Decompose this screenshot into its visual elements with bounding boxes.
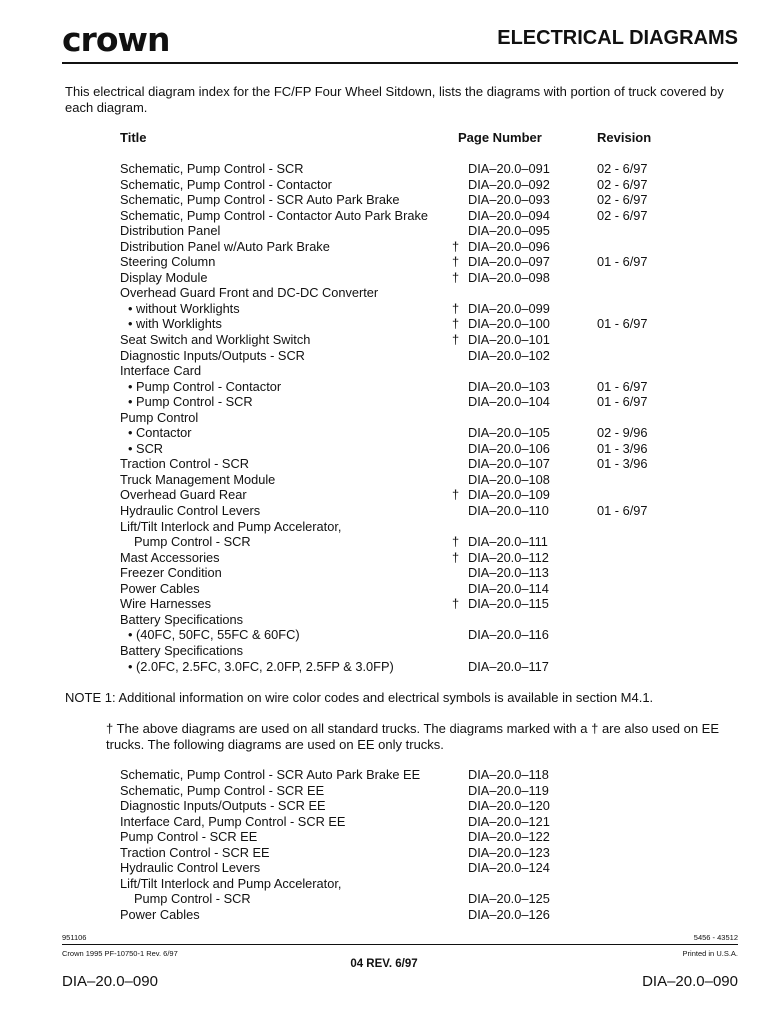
page-number: DIA–20.0–116 bbox=[468, 627, 549, 643]
diagram-title: Schematic, Pump Control - SCR bbox=[120, 161, 304, 176]
column-header-page-number: Page Number bbox=[458, 130, 542, 145]
page-number: DIA–20.0–109 bbox=[468, 487, 550, 503]
table-row bbox=[0, 891, 768, 907]
table-row bbox=[0, 767, 768, 783]
diagram-title: Distribution Panel bbox=[120, 223, 221, 239]
revision: 01 - 3/96 bbox=[597, 456, 648, 472]
table-row bbox=[0, 860, 768, 876]
revision: 02 - 6/97 bbox=[597, 207, 648, 223]
revision: 01 - 6/97 bbox=[597, 503, 648, 519]
table-row bbox=[0, 581, 768, 597]
diagram-title: • Pump Control - Contactor bbox=[128, 378, 282, 394]
note-1: NOTE 1: Additional information on wire color codes and electrical symbols is available in section M4.1. bbox=[65, 690, 654, 705]
table-row bbox=[0, 565, 768, 581]
page-number: DIA–20.0–096 bbox=[468, 238, 550, 254]
table-row bbox=[0, 798, 768, 814]
table-row bbox=[0, 285, 768, 301]
table-row bbox=[0, 192, 768, 208]
page-number: DIA–20.0–094 bbox=[468, 207, 550, 223]
diagram-title: • (40FC, 50FC, 55FC & 60FC) bbox=[128, 627, 300, 643]
table-row bbox=[0, 425, 768, 441]
table-row bbox=[0, 487, 768, 503]
ee-diagram-list bbox=[0, 767, 768, 922]
diagram-title: Battery Specifications bbox=[120, 611, 244, 627]
diagram-title: Schematic, Pump Control - SCR EE bbox=[120, 782, 325, 798]
table-row bbox=[0, 410, 768, 426]
page-number: DIA–20.0–125 bbox=[468, 891, 550, 907]
diagram-title: • (2.0FC, 2.5FC, 3.0FC, 2.0FP, 2.5FP & 3.0FP) bbox=[128, 658, 394, 674]
diagram-title: Seat Switch and Worklight Switch bbox=[120, 332, 311, 348]
table-row bbox=[0, 519, 768, 535]
table-row bbox=[0, 223, 768, 239]
diagram-title: Pump Control - SCR EE bbox=[120, 829, 258, 845]
revision: 01 - 3/96 bbox=[597, 440, 648, 456]
intro-paragraph: This electrical diagram index for the FC/FP Four Wheel Sitdown, lists the diagrams with portion of truck covered by each diagram. bbox=[65, 84, 724, 115]
page-number: DIA–20.0–112 bbox=[468, 549, 549, 565]
page-number: DIA–20.0–119 bbox=[468, 782, 549, 798]
diagram-title: • with Worklights bbox=[128, 316, 222, 332]
page-number: DIA–20.0–103 bbox=[468, 378, 550, 394]
page-number: DIA–20.0–126 bbox=[468, 906, 550, 922]
table-row bbox=[0, 348, 768, 364]
dagger-mark: † bbox=[452, 332, 460, 348]
diagram-title: • Pump Control - SCR bbox=[128, 394, 253, 410]
page-number: DIA–20.0–102 bbox=[468, 347, 550, 363]
footer-printed: Printed in U.S.A. bbox=[682, 949, 738, 958]
dagger-mark: † bbox=[452, 549, 460, 565]
page-number: DIA–20.0–098 bbox=[468, 269, 550, 285]
dagger-mark: † bbox=[452, 300, 460, 316]
revision: 02 - 6/97 bbox=[597, 161, 648, 176]
diagram-title: Display Module bbox=[120, 269, 208, 285]
diagram-title: • SCR bbox=[128, 440, 164, 456]
table-row bbox=[0, 177, 768, 193]
crown-logo: crown bbox=[62, 20, 170, 59]
page-number: DIA–20.0–113 bbox=[468, 565, 549, 581]
table-row bbox=[0, 161, 768, 177]
table-row bbox=[0, 814, 768, 830]
table-row bbox=[0, 550, 768, 566]
column-header-title: Title bbox=[120, 130, 147, 145]
diagram-title: Freezer Condition bbox=[120, 565, 222, 581]
diagram-title: Wire Harnesses bbox=[120, 596, 212, 612]
diagram-title: Overhead Guard Rear bbox=[120, 487, 247, 503]
dagger-mark: † bbox=[452, 316, 460, 332]
table-row bbox=[0, 534, 768, 550]
table-row bbox=[0, 845, 768, 861]
page-number: DIA–20.0–117 bbox=[468, 658, 549, 674]
page-number: DIA–20.0–093 bbox=[468, 192, 550, 208]
page-number: DIA–20.0–095 bbox=[468, 223, 550, 239]
column-header-revision: Revision bbox=[597, 130, 652, 145]
dagger-mark: † bbox=[452, 596, 460, 612]
diagram-title: Schematic, Pump Control - Contactor bbox=[120, 176, 332, 192]
revision: 01 - 6/97 bbox=[597, 316, 648, 332]
page-number: DIA–20.0–122 bbox=[468, 829, 550, 845]
table-row bbox=[0, 332, 768, 348]
diagram-title: Steering Column bbox=[120, 254, 216, 270]
table-row bbox=[0, 254, 768, 270]
page-number: DIA–20.0–123 bbox=[468, 844, 550, 860]
page-number: DIA–20.0–120 bbox=[468, 798, 550, 814]
table-row bbox=[0, 627, 768, 643]
table-row bbox=[0, 503, 768, 519]
table-row bbox=[0, 301, 768, 317]
page-number: DIA–20.0–110 bbox=[468, 503, 549, 519]
diagram-title: Power Cables bbox=[120, 580, 200, 596]
revision: 02 - 6/97 bbox=[597, 176, 648, 192]
table-row bbox=[0, 907, 768, 923]
diagram-title: • Contactor bbox=[128, 425, 192, 441]
diagram-title: Distribution Panel w/Auto Park Brake bbox=[120, 238, 330, 254]
footer-rule bbox=[62, 944, 738, 945]
diagram-title: Traction Control - SCR EE bbox=[120, 844, 270, 860]
diagram-index-list bbox=[0, 161, 768, 674]
table-row bbox=[0, 783, 768, 799]
table-row bbox=[0, 659, 768, 675]
footer-revision: 04 REV. 6/97 bbox=[350, 958, 418, 970]
page-number: DIA–20.0–097 bbox=[468, 254, 550, 270]
page-number: DIA–20.0–100 bbox=[468, 316, 550, 332]
page-number: DIA–20.0–107 bbox=[468, 456, 550, 472]
dagger-mark: † bbox=[452, 534, 460, 550]
table-row bbox=[0, 612, 768, 628]
page-number: DIA–20.0–104 bbox=[468, 394, 550, 410]
footer-page-right: DIA–20.0–090 bbox=[642, 973, 738, 990]
footer-copyright: Crown 1995 PF-10750-1 Rev. 6/97 bbox=[62, 949, 178, 958]
diagram-title: • without Worklights bbox=[128, 300, 240, 316]
page-number: DIA–20.0–106 bbox=[468, 440, 550, 456]
footer-part-number: 5456 - 43512 bbox=[693, 933, 738, 942]
table-row bbox=[0, 379, 768, 395]
diagram-title: Mast Accessories bbox=[120, 549, 220, 565]
diagram-title: Diagnostic Inputs/Outputs - SCR EE bbox=[120, 798, 326, 814]
table-row bbox=[0, 363, 768, 379]
page-number: DIA–20.0–111 bbox=[468, 534, 548, 550]
table-row bbox=[0, 239, 768, 255]
table-row bbox=[0, 876, 768, 892]
diagram-title: Hydraulic Control Levers bbox=[120, 860, 261, 876]
diagram-title: Hydraulic Control Levers bbox=[120, 503, 261, 519]
table-row bbox=[0, 456, 768, 472]
table-row bbox=[0, 316, 768, 332]
page-number: DIA–20.0–105 bbox=[468, 425, 550, 441]
diagram-title: Lift/Tilt Interlock and Pump Accelerator, bbox=[120, 875, 342, 891]
page-number: DIA–20.0–092 bbox=[468, 176, 550, 192]
table-row bbox=[0, 441, 768, 457]
dagger-mark: † bbox=[452, 269, 460, 285]
revision: 02 - 9/96 bbox=[597, 425, 648, 441]
page-number: DIA–20.0–124 bbox=[468, 860, 550, 876]
footer-page-left: DIA–20.0–090 bbox=[62, 973, 158, 990]
diagram-title: Truck Management Module bbox=[120, 471, 276, 487]
diagram-title: Lift/Tilt Interlock and Pump Accelerator, bbox=[120, 518, 342, 534]
diagram-title: Interface Card, Pump Control - SCR EE bbox=[120, 813, 346, 829]
document-title: ELECTRICAL DIAGRAMS bbox=[497, 27, 738, 49]
diagram-title: Interface Card bbox=[120, 363, 202, 379]
table-row bbox=[0, 643, 768, 659]
table-row bbox=[0, 394, 768, 410]
diagram-title: Pump Control bbox=[120, 409, 199, 425]
page-number: DIA–20.0–115 bbox=[468, 596, 549, 612]
page-number: DIA–20.0–121 bbox=[468, 813, 550, 829]
table-row bbox=[0, 270, 768, 286]
table-row bbox=[0, 208, 768, 224]
dagger-mark: † bbox=[452, 254, 460, 270]
diagram-title: Pump Control - SCR bbox=[134, 534, 251, 550]
diagram-title: Schematic, Pump Control - SCR Auto Park Brake bbox=[120, 192, 400, 208]
dagger-mark: † bbox=[452, 238, 460, 254]
revision: 01 - 6/97 bbox=[597, 254, 648, 270]
table-row bbox=[0, 472, 768, 488]
diagram-title: Traction Control - SCR bbox=[120, 456, 249, 472]
table-row bbox=[0, 829, 768, 845]
diagram-title: Overhead Guard Front and DC-DC Converter bbox=[120, 285, 379, 301]
page-number: DIA–20.0–118 bbox=[468, 767, 549, 782]
diagram-title: Diagnostic Inputs/Outputs - SCR bbox=[120, 347, 305, 363]
table-row bbox=[0, 596, 768, 612]
dagger-note: † The above diagrams are used on all standard trucks. The diagrams marked with a † are also used on EE trucks. The following diagrams are used on EE only trucks. bbox=[106, 721, 720, 752]
header-rule bbox=[62, 62, 738, 64]
page-number: DIA–20.0–101 bbox=[468, 332, 550, 348]
diagram-title: Power Cables bbox=[120, 906, 200, 922]
page-number: DIA–20.0–099 bbox=[468, 300, 550, 316]
revision: 01 - 6/97 bbox=[597, 394, 648, 410]
dagger-mark: † bbox=[452, 487, 460, 503]
page-number: DIA–20.0–114 bbox=[468, 580, 549, 596]
revision: 02 - 6/97 bbox=[597, 192, 648, 208]
diagram-title: Battery Specifications bbox=[120, 642, 244, 658]
revision: 01 - 6/97 bbox=[597, 378, 648, 394]
diagram-title: Schematic, Pump Control - SCR Auto Park Brake EE bbox=[120, 767, 421, 782]
diagram-title: Pump Control - SCR bbox=[134, 891, 251, 907]
footer-doc-id: 951106 bbox=[62, 933, 87, 942]
page-number: DIA–20.0–108 bbox=[468, 471, 550, 487]
page-number: DIA–20.0–091 bbox=[468, 161, 550, 176]
diagram-title: Schematic, Pump Control - Contactor Auto Park Brake bbox=[120, 207, 428, 223]
